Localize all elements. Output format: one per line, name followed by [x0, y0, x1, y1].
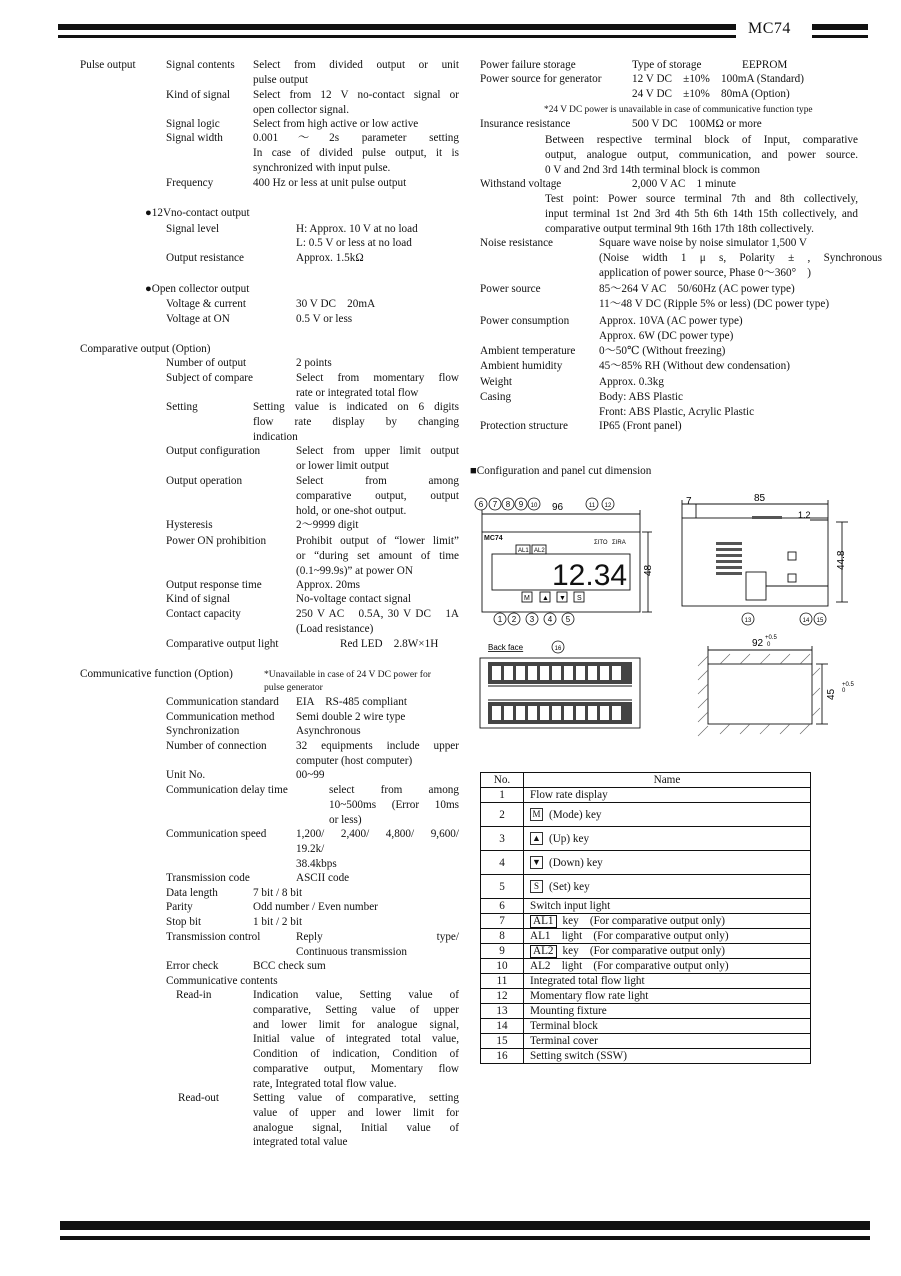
communicative-row-value: Odd number / Even number — [253, 901, 378, 913]
communicative-row-value: Continuous transmission — [296, 945, 407, 958]
pulse-row-value: 0.001～2s parameter setting — [253, 132, 459, 144]
pulse-row-label: Frequency — [166, 177, 214, 189]
header-bar-left-thick — [58, 24, 736, 30]
table-row — [481, 1004, 811, 1019]
comparative-row-label: Kind of signal — [166, 593, 231, 605]
table-row — [481, 899, 811, 914]
comparative-row-value: 2～9999 digit — [296, 519, 359, 531]
callout-1 — [494, 613, 506, 625]
table-cell-no: 13 — [481, 1004, 524, 1019]
comparative-row-value: Select from upper limit output — [296, 445, 459, 457]
back-face-label: Back face — [488, 643, 524, 652]
table-row — [481, 1019, 811, 1034]
callout-11 — [586, 498, 598, 510]
table-cell-no: 1 — [481, 788, 524, 803]
comparative-row-value: Prohibit output of “lower limit” — [296, 535, 459, 547]
svg-text:5: 5 — [565, 615, 571, 624]
generator-power-label: Power source for generator — [480, 73, 602, 85]
noise-resistance-label: Noise resistance — [480, 237, 554, 249]
comparative-row-value: (0.1~99.9s)” at power ON — [296, 564, 413, 577]
communicative-row-label: Data length — [166, 887, 218, 899]
comparative-row-value: Approx. 20ms — [296, 579, 361, 591]
communicative-row-value: Asynchronous — [296, 725, 361, 737]
table-cell-name: Terminal block — [524, 1019, 811, 1034]
comparative-row-value: comparative output, output — [296, 489, 459, 502]
communicative-row-value: 7 bit / 8 bit — [253, 887, 303, 899]
noise-resistance-value: application of power source, Phase 0～360° ) — [599, 266, 812, 279]
config-section-title: ■Configuration and panel cut dimension — [470, 465, 652, 477]
table-cell-no: 16 — [481, 1049, 524, 1064]
table-row — [481, 851, 811, 875]
communicative-row-label: Communicative contents — [166, 975, 278, 987]
communicative-row-value: EIA RS-485 compliant — [296, 696, 407, 708]
callout-13 — [742, 613, 754, 625]
side-view-outline — [682, 518, 828, 606]
communicative-row-value: Setting value of comparative, setting — [253, 1092, 459, 1104]
generator-power-value: 24 V DC ±10% 80mA (Option) — [632, 88, 790, 100]
power-failure-value: Type of storage — [632, 59, 702, 71]
communicative-row-value: 1 bit / 2 bit — [253, 916, 303, 928]
communicative-row-label: Communication delay time — [166, 784, 288, 796]
svg-text:12: 12 — [604, 503, 612, 509]
dim-48-label: 48 — [643, 564, 654, 576]
model-title: MC74 — [748, 20, 791, 37]
callout-5 — [562, 613, 574, 625]
table-row — [481, 929, 811, 944]
comparative-row-value: Setting value is indicated on 6 digits — [253, 401, 459, 413]
casing-value: Body: ABS Plastic — [599, 391, 683, 403]
key-icon: ▼ — [530, 856, 543, 869]
table-row — [481, 1034, 811, 1049]
comparative-row-value: flow rate display by changing — [253, 415, 459, 428]
communicative-row-label: Number of connection — [166, 740, 267, 752]
svg-text:2: 2 — [511, 615, 517, 624]
casing-value: Front: ABS Plastic, Acrylic Plastic — [599, 405, 755, 418]
al1-key-label: AL1 — [518, 548, 529, 554]
svg-text:15: 15 — [816, 618, 824, 624]
table-row — [481, 974, 811, 989]
communicative-row-value: comparative, Setting value of upper — [253, 1003, 459, 1016]
communicative-row-value: Initial value of integrated total value, — [253, 1033, 459, 1046]
up-key-glyph: ▲ — [542, 595, 549, 602]
communicative-row-value: Reply type/ — [296, 931, 459, 943]
mode-key-glyph: M — [524, 595, 530, 602]
table-cell-name: AL1 key (For comparative output only) — [524, 914, 811, 929]
table-cell-name: ▼ (Down) key — [524, 851, 811, 875]
integrated-total-light-label: ΣITO — [594, 540, 608, 546]
communicative-row-label: Synchronization — [166, 725, 240, 737]
dim-92-tolerance-plus: +0.5 — [765, 635, 777, 641]
dim-45-label: 45 — [826, 688, 837, 700]
comparative-row-label: Output operation — [166, 475, 243, 487]
oc-output-heading: ●Open collector output — [145, 283, 250, 295]
communicative-row-label: Communication standard — [166, 696, 279, 708]
table-cell-name: Integrated total flow light — [524, 974, 811, 989]
table-cell-no: 9 — [481, 944, 524, 959]
callout-2 — [508, 613, 520, 625]
table-header-no: No. — [481, 773, 524, 788]
pulse-row-label: Signal width — [166, 132, 223, 144]
display-readout: 12.34 — [552, 559, 628, 592]
pulse-row-value: Select from divided output or unit — [253, 59, 459, 71]
protection-structure-value: IP65 (Front panel) — [599, 420, 682, 432]
comparative-row-value: or “during set amount of time — [296, 549, 459, 562]
communicative-row-value: computer (host computer) — [296, 754, 413, 767]
comparative-row-label: Comparative output light — [166, 638, 279, 650]
table-cell-no: 3 — [481, 827, 524, 851]
table-row — [481, 827, 811, 851]
ambient-humidity-label: Ambient humidity — [480, 360, 563, 372]
svg-text:13: 13 — [744, 618, 752, 624]
table-cell-no: 5 — [481, 875, 524, 899]
communicative-row-value: select from among — [329, 784, 459, 796]
svg-text:4: 4 — [547, 615, 553, 624]
communicative-row-label: Parity — [166, 901, 193, 913]
comparative-row-label: Setting — [166, 401, 198, 413]
power-consumption-value: Approx. 10VA (AC power type) — [599, 315, 743, 327]
comparative-row-value: (Load resistance) — [296, 622, 374, 635]
callout-9 — [515, 498, 527, 510]
pulse-row-value: Select from 12 V no-contact signal or — [253, 89, 459, 101]
callout-4 — [544, 613, 556, 625]
down-key-glyph: ▼ — [559, 595, 566, 602]
communicative-row-label: Transmission code — [166, 872, 250, 884]
casing-label: Casing — [480, 391, 512, 403]
communicative-row-label: Communication method — [166, 711, 275, 723]
communicative-row-value: integrated total value — [253, 1136, 348, 1149]
alarm-key-icon: AL2 — [530, 945, 557, 958]
table-row — [481, 1049, 811, 1064]
communicative-row-value: analogue signal, Initial value of — [253, 1121, 459, 1134]
dim-44-8-label: 44.8 — [836, 550, 847, 570]
table-header-name: Name — [524, 773, 811, 788]
power-consumption-label: Power consumption — [480, 315, 570, 327]
table-cell-no: 12 — [481, 989, 524, 1004]
table-cell-name: Momentary flow rate light — [524, 989, 811, 1004]
callout-6 — [475, 498, 487, 510]
nc-output-heading: ●12Vno-contact output — [145, 207, 250, 219]
comparative-row-label: Power ON prohibition — [166, 535, 267, 547]
callout-3 — [526, 613, 538, 625]
alarm-key-icon: AL1 — [530, 915, 557, 928]
communicative-row-value: ASCII code — [296, 872, 350, 884]
key-icon: S — [530, 880, 543, 893]
table-cell-name: Terminal cover — [524, 1034, 811, 1049]
insurance-resistance-detail: output, analogue output, communication, and power source. — [545, 148, 858, 161]
callout-14 — [800, 613, 812, 625]
pulse-row-label: Kind of signal — [166, 89, 231, 101]
svg-text:11: 11 — [588, 503, 596, 509]
power-failure-label: Power failure storage — [480, 59, 576, 71]
communicative-row-value: rate, Integrated total flow value. — [253, 1077, 397, 1090]
dim-96-label: 96 — [552, 502, 564, 513]
configuration-diagram — [470, 490, 890, 760]
table-cell-name: Switch input light — [524, 899, 811, 914]
comparative-row-label: Number of output — [166, 357, 247, 369]
table-row — [481, 914, 811, 929]
pulse-row-value: synchronized with input pulse. — [253, 161, 391, 174]
generator-power-value: 12 V DC ±10% 100mA (Standard) — [632, 73, 804, 85]
table-cell-no: 14 — [481, 1019, 524, 1034]
communicative-heading: Communicative function (Option) — [80, 668, 233, 680]
al2-key-label: AL2 — [534, 548, 545, 554]
comparative-row-value: Red LED 2.8W×1H — [340, 638, 439, 650]
table-cell-no: 10 — [481, 959, 524, 974]
table-cell-no: 11 — [481, 974, 524, 989]
table-cell-no: 15 — [481, 1034, 524, 1049]
svg-text:6: 6 — [478, 500, 484, 509]
callout-10 — [528, 498, 540, 510]
comparative-row-value: indication — [253, 430, 298, 443]
comparative-row-value: or lower limit output — [296, 459, 389, 472]
dim-92-label: 92 — [752, 638, 764, 649]
communicative-row-label: Error check — [166, 960, 219, 972]
table-cell-name: S (Set) key — [524, 875, 811, 899]
ambient-temperature-label: Ambient temperature — [480, 345, 576, 357]
svg-text:3: 3 — [529, 615, 535, 624]
callout-7 — [489, 498, 501, 510]
momentary-flow-light-label: ΣIRA — [612, 540, 626, 546]
insurance-resistance-label: Insurance resistance — [480, 118, 571, 130]
panel-cut-outline — [708, 664, 812, 724]
nc-row-label: Output resistance — [166, 252, 244, 264]
table-cell-no: 7 — [481, 914, 524, 929]
weight-label: Weight — [480, 376, 513, 388]
comparative-row-value: No-voltage contact signal — [296, 593, 411, 605]
footer-bar-thin — [60, 1236, 870, 1240]
footer-bar-thick — [60, 1221, 870, 1230]
communicative-row-value: 10~500ms (Error 10ms — [329, 798, 459, 811]
pulse-row-label: Signal logic — [166, 118, 220, 130]
pulse-row-value: open collector signal. — [253, 103, 349, 116]
withstand-test-point: Test point: Power source terminal 7th and 8th collectively, — [545, 193, 858, 205]
noise-resistance-value: Square wave noise by noise simulator 1,500 V — [599, 237, 807, 249]
table-row — [481, 875, 811, 899]
side-vent-grille — [716, 516, 782, 575]
nc-row-value: L: 0.5 V or less at no load — [296, 237, 412, 249]
communicative-row-value: Indication value, Setting value of — [253, 989, 459, 1001]
communicative-row-label: Read-out — [178, 1092, 220, 1104]
dim-7-label: 7 — [686, 496, 692, 507]
table-cell-no: 6 — [481, 899, 524, 914]
comparative-row-label: Contact capacity — [166, 608, 241, 620]
table-cell-name: M (Mode) key — [524, 803, 811, 827]
svg-text:14: 14 — [802, 618, 810, 624]
comparative-row-value: 2 points — [296, 357, 332, 369]
svg-text:16: 16 — [554, 646, 562, 652]
oc-row-label: Voltage & current — [166, 298, 246, 310]
communicative-row-value: value of upper and lower limit for — [253, 1106, 459, 1119]
withstand-test-point: input terminal 1st 2nd 3rd 4th 5th 6th 14th 15th collectively, and — [545, 207, 858, 220]
nc-row-value: Approx. 1.5kΩ — [296, 252, 364, 264]
power-failure-value: EEPROM — [742, 59, 788, 71]
weight-value: Approx. 0.3kg — [599, 376, 664, 388]
comparative-row-value: Select from momentary flow — [296, 372, 459, 384]
power-source-value: 85～264 V AC 50/60Hz (AC power type) — [599, 283, 795, 295]
svg-text:10: 10 — [530, 503, 538, 509]
dim-85-label: 85 — [754, 493, 766, 504]
table-cell-name: ▲ (Up) key — [524, 827, 811, 851]
communicative-row-value: 38.4kbps — [296, 857, 337, 870]
insurance-resistance-detail: Between respective terminal block of Input, comparative — [545, 134, 858, 146]
table-cell-name: AL2 light (For comparative output only) — [524, 959, 811, 974]
panel-model-label: MC74 — [484, 535, 503, 542]
comparative-row-label: Output response time — [166, 579, 262, 591]
withstand-test-point: comparative output terminal 9th 16th 17th 18th collectively. — [545, 222, 814, 235]
communicative-row-value: 19.2k/ — [296, 842, 325, 855]
table-row — [481, 959, 811, 974]
communicative-note: *Unavailable in case of 24 V DC power for — [264, 669, 431, 680]
insurance-resistance-value: 500 V DC 100MΩ or more — [632, 118, 762, 130]
oc-row-value: 30 V DC 20mA — [296, 298, 376, 310]
pulse-row-value: Select from high active or low active — [253, 118, 419, 130]
table-header-row — [481, 773, 811, 788]
table-cell-no: 4 — [481, 851, 524, 875]
withstand-voltage-label: Withstand voltage — [480, 178, 562, 190]
table-cell-no: 2 — [481, 803, 524, 827]
withstand-voltage-value: 2,000 V AC 1 minute — [632, 178, 737, 190]
key-icon: M — [530, 808, 543, 821]
power-consumption-value: Approx. 6W (DC power type) — [599, 330, 734, 342]
table-row — [481, 944, 811, 959]
table-cell-name: Setting switch (SSW) — [524, 1049, 811, 1064]
callout-12 — [602, 498, 614, 510]
dc-power-note: *24 V DC power is unavailable in case of communicative function type — [544, 105, 813, 115]
nc-row-label: Signal level — [166, 223, 220, 235]
set-key-glyph: S — [577, 595, 582, 602]
communicative-row-label: Read-in — [176, 989, 212, 1001]
table-cell-no: 8 — [481, 929, 524, 944]
dim-92-tolerance-zero: 0 — [767, 642, 771, 648]
comparative-row-value: hold, or one-shot output. — [296, 504, 407, 517]
pulse-row-value: 400 Hz or less at unit pulse output — [253, 177, 407, 189]
header-bar-left-thin — [58, 35, 736, 38]
ambient-temperature-value: 0～50℃ (Without freezing) — [599, 345, 726, 357]
noise-resistance-value: (Noise width 1 μ s, Polarity ± , Synchronous — [599, 251, 882, 264]
key-icon: ▲ — [530, 832, 543, 845]
table-row — [481, 803, 811, 827]
communicative-row-value: BCC check sum — [253, 960, 326, 972]
communicative-row-label: Stop bit — [166, 916, 202, 928]
communicative-row-value: and lower limit for analogue signal, — [253, 1018, 459, 1031]
ambient-humidity-value: 45～85% RH (Without dew condensation) — [599, 360, 790, 372]
communicative-row-value: comparative output, Momentary flow — [253, 1063, 459, 1075]
communicative-row-value: Semi double 2 wire type — [296, 711, 406, 723]
svg-text:1: 1 — [497, 615, 503, 624]
callout-16 — [552, 641, 564, 653]
pulse-output-heading: Pulse output — [80, 59, 136, 71]
insurance-resistance-detail: 0 V and 2nd 3rd 14th terminal block is common — [545, 163, 760, 176]
oc-row-value: 0.5 V or less — [296, 313, 353, 325]
comparative-row-label: Output configuration — [166, 445, 261, 457]
table-cell-name: Mounting fixture — [524, 1004, 811, 1019]
nc-row-value: H: Approx. 10 V at no load — [296, 223, 418, 235]
communicative-row-value: Condition of indication, Condition of — [253, 1048, 459, 1061]
table-cell-name: Flow rate display — [524, 788, 811, 803]
dim-45-tolerance-zero: 0 — [842, 688, 846, 694]
comparative-row-value: 250 V AC 0.5A, 30 V DC 1A — [296, 608, 459, 620]
communicative-row-label: Transmission control — [166, 931, 261, 943]
dim-45-tolerance-plus: +0.5 — [842, 682, 854, 688]
comparative-row-value: Select from among — [296, 475, 459, 487]
oc-row-label: Voltage at ON — [166, 313, 230, 325]
table-row — [481, 989, 811, 1004]
table-cell-name: AL1 light (For comparative output only) — [524, 929, 811, 944]
parts-name-table — [480, 772, 811, 1064]
communicative-row-value: or less) — [329, 813, 362, 826]
communicative-row-value: 1,200/ 2,400/ 4,800/ 9,600/ — [296, 828, 459, 840]
pulse-row-value: In case of divided pulse output, it is — [253, 146, 459, 159]
callout-8 — [502, 498, 514, 510]
svg-text:9: 9 — [518, 500, 524, 509]
svg-text:8: 8 — [505, 500, 511, 509]
pulse-row-value: pulse output — [253, 73, 309, 86]
comparative-row-label: Hysteresis — [166, 519, 213, 531]
svg-text:7: 7 — [492, 500, 498, 509]
communicative-row-value: 00~99 — [296, 769, 325, 781]
communicative-row-label: Unit No. — [166, 769, 206, 781]
comparative-row-label: Subject of compare — [166, 372, 253, 384]
table-cell-name: AL2 key (For comparative output only) — [524, 944, 811, 959]
communicative-row-value: 32 equipments include upper — [296, 740, 459, 752]
dim-1-2-label: 1.2 — [798, 510, 811, 520]
header-bar-right-thick — [812, 24, 868, 30]
communicative-note: pulse generator — [264, 682, 323, 693]
header-bar-right-thin — [812, 35, 868, 38]
power-source-label: Power source — [480, 283, 541, 295]
communicative-row-label: Communication speed — [166, 828, 267, 840]
pulse-row-label: Signal contents — [166, 59, 235, 71]
table-row — [481, 788, 811, 803]
callout-15 — [814, 613, 826, 625]
comparative-output-heading: Comparative output (Option) — [80, 343, 211, 355]
comparative-row-value: rate or integrated total flow — [296, 386, 419, 399]
power-source-value: 11～48 V DC (Ripple 5% or less) (DC power type) — [599, 298, 830, 310]
protection-structure-label: Protection structure — [480, 420, 568, 432]
